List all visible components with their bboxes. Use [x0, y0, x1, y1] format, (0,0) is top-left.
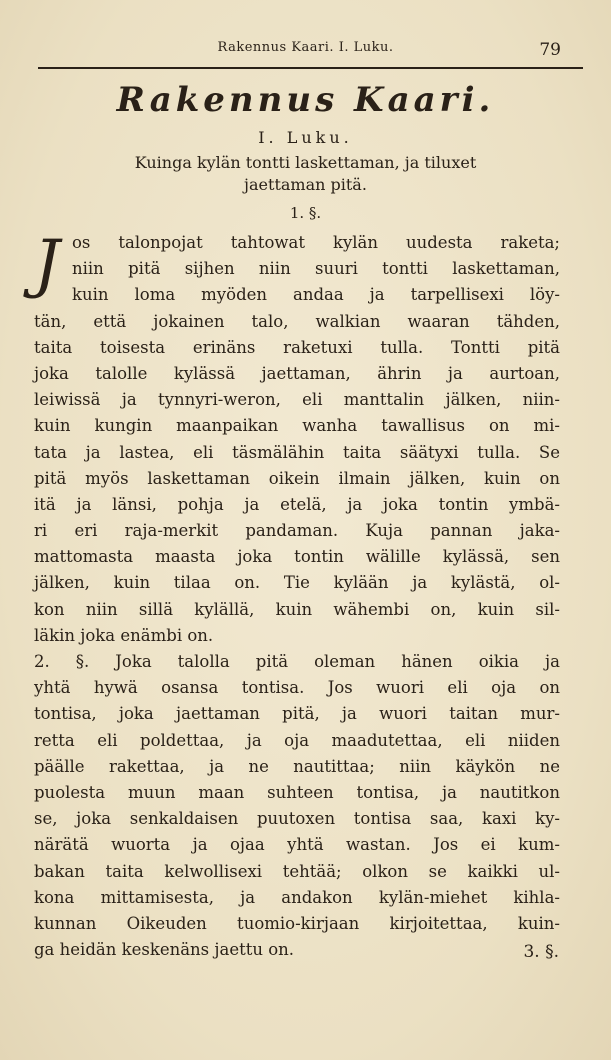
text-line: pitä myös laskettaman oikein ilmain jälken, kuin on	[34, 468, 560, 488]
drop-cap: J	[34, 227, 60, 301]
text-line: jälken, kuin tilaa on. Tie kylään ja kylästä, ol-	[34, 573, 560, 593]
body-text	[34, 227, 560, 963]
text-line: kon niin sillä kylällä, kuin wähembi on, kuin sil-	[34, 599, 560, 619]
chapter-heading: I. Luku.	[258, 128, 353, 147]
text-line: retta eli poldettaa, ja oja maadutettaa, eli niiden	[34, 730, 560, 750]
text-line: kunnan Oikeuden tuomio-kirjaan kirjoitettaa, kuin-	[34, 913, 560, 933]
text-line: bakan taita kelwollisexi tehtää; olkon se kaikki ul-	[34, 861, 560, 881]
text-line: ri eri raja-merkit pandaman. Kuja pannan jaka-	[34, 521, 560, 541]
text-line: tata ja lastea, eli täsmälähin taita säätyxi tulla. Se	[34, 442, 560, 462]
text-line: joka talolle kylässä jaettaman, ährin ja aurtoan,	[34, 363, 560, 383]
text-line: yhtä hywä osansa tontisa. Jos wuori eli oja on	[34, 678, 560, 698]
catchword: 3. §.	[523, 942, 559, 962]
chapter-subtitle	[40, 152, 571, 196]
text-line: puolesta muun maan suhteen tontisa, ja nautitkon	[34, 782, 560, 802]
text-line: päälle rakettaa, ja ne nautittaa; niin käykön ne	[34, 756, 560, 776]
text-line: läkin joka enämbi on.	[34, 625, 214, 645]
text-line: kuin kungin maanpaikan wanha tawallisus on mi-	[34, 416, 560, 436]
text-line: 2. §. Joka talolla pitä oleman hänen oikia ja	[34, 652, 560, 671]
text-line: itä ja länsi, pohja ja etelä, ja joka tontin ymbä-	[34, 494, 560, 514]
text-line: tontisa, joka jaettaman pitä, ja wuori taitan mur-	[34, 704, 560, 724]
text-line: leiwissä ja tynnyri-weron, eli manttalin jälken, niin-	[34, 390, 560, 410]
page-header	[36, 36, 575, 64]
text-line: kona mittamisesta, ja andakon kylän-miehet kihla-	[34, 887, 560, 907]
subtitle-line: Kuinga kylän tontti laskettaman, ja tiluxet	[134, 153, 477, 172]
text-line: närätä wuorta ja ojaa yhtä wastan. Jos ei kum-	[34, 835, 560, 855]
text-line: niin pitä sijhen niin suuri tontti laskettaman,	[72, 259, 560, 279]
text-line: mattomasta maasta joka tontin wälille kylässä, sen	[34, 547, 560, 567]
subtitle-line: jaettaman pitä.	[244, 175, 367, 194]
text-line: ga heidän keskenäns jaettu on.	[34, 940, 295, 960]
section-mark: 1. §.	[289, 204, 322, 222]
text-line: tän, että jokainen talo, walkian waaran tähden,	[34, 311, 560, 331]
page-number: 79	[539, 40, 561, 60]
text-line: os talonpojat tahtowat kylän uudesta raketa;	[72, 233, 560, 252]
page-title: Rakennus Kaari.	[116, 80, 495, 120]
text-line: taita toisesta erinäns raketuxi tulla. Tontti pitä	[34, 337, 560, 357]
text-line: se, joka senkaldaisen puutoxen tontisa saa, kaxi ky-	[34, 809, 560, 829]
running-head: Rakennus Kaari. I. Luku.	[217, 40, 394, 55]
text-line: kuin loma myöden andaa ja tarpellisexi löy-	[72, 285, 560, 305]
header-rule	[38, 67, 583, 69]
